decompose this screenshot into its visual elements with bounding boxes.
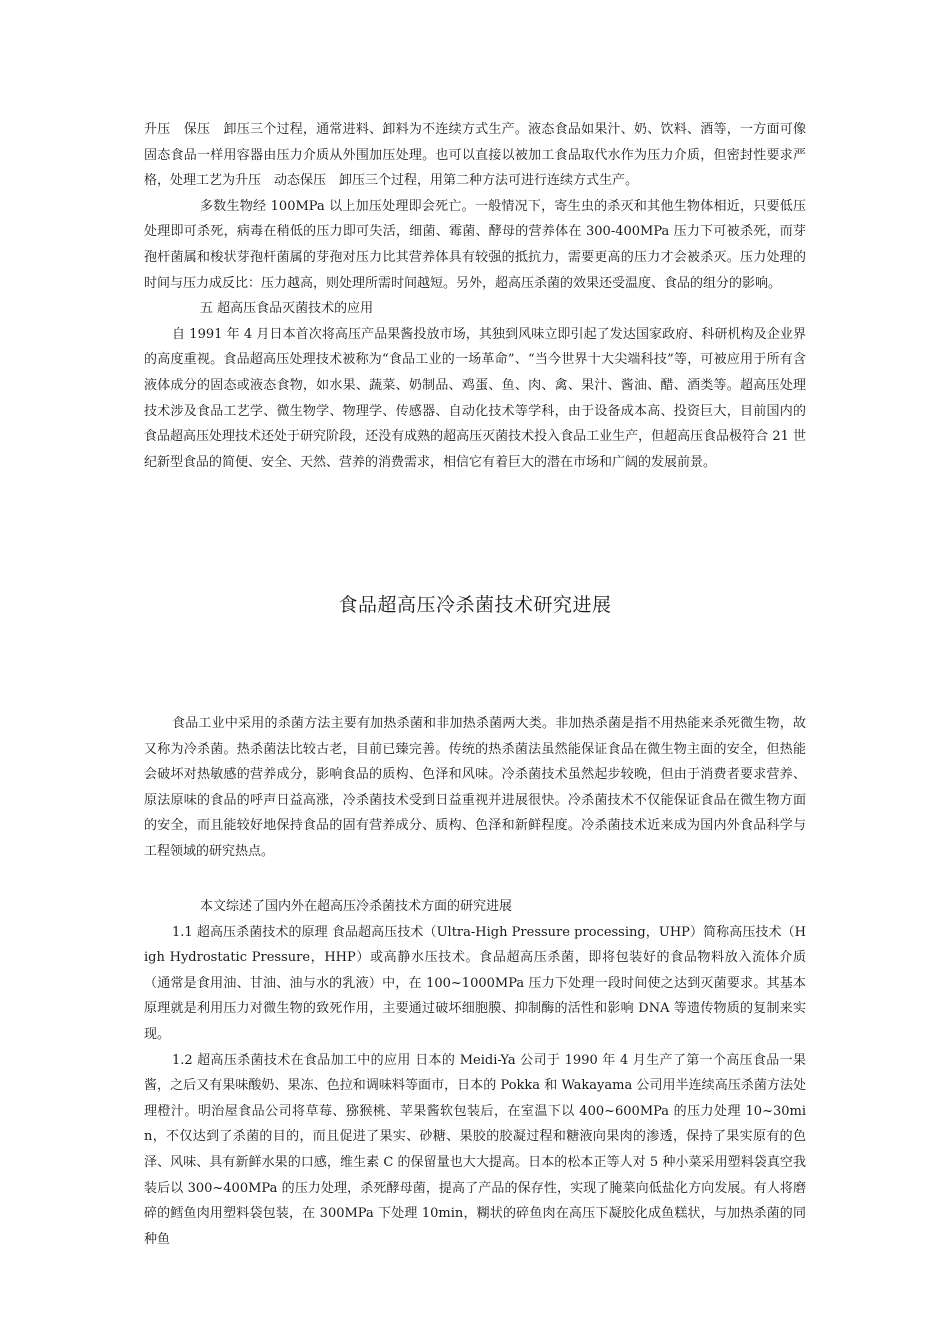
paragraph-food-application: 1.2 超高压杀菌技术在食品加工中的应用 日本的 Meidi-Ya 公司于 1990 年 4 月生产了第一个高压食品一果酱，之后又有果味酸奶、果冻、色拉和调味料等面市，日本的 Pokka 和 Wakayama 公司用半连续高压杀菌方法处理橙汁。明治屋食品公司将草莓、猕猴桃、苹果酱软包装后，在室温下以 400~600MPa 的压力处理 10~30min，不仅达到了杀菌的目的，而且促进了果实、砂糖、果胶的胶凝过程和糖液向果肉的渗透，保持了果实原有的色泽、风味、具有新鲜水果的口感，维生素 C 的保留量也大大提高。日本的松本正等人对 5 种小菜采用塑料袋真空我装后以 300~400MPa 的压力处理，杀死酵母菌，提高了产品的保存性，实现了腌菜向低盐化方向发展。有人将磨碎的鳕鱼肉用塑料袋包装，在 300MPa 下处理 10min，糊状的碎鱼肉在高压下凝胶化成鱼糕状，与加热杀菌的同种鱼 [144, 1052, 806, 1247]
paragraph-application-history: 自 1991 年 4 月日本首次将高压产品果酱投放市场，其独到风味立即引起了发达国家政府、科研机构及企业界的高度重视。食品超高压处理技术被称为“食品工业的一场革命”、“当今世界十大尖端科技”等，可被应用于所有含液体成分的固态或液态食物，如水果、蔬菜、奶制品、鸡蛋、鱼、肉、禽、果汁、酱油、醋、酒类等。超高压处理技术涉及食品工艺学、微生物学、物理学、传感器、自动化技术等学科，由于设备成本高、投资巨大，目前国内的食品超高压处理技术还处于研究阶段，还没有成熟的超高压灭菌技术投入食品工业生产，但超高压食品极符合 21 世纪新型食品的简便、安全、天然、营养的消费需求，相信它有着巨大的潜在市场和广阔的发展前景。 [144, 326, 806, 470]
article-title: 食品超高压冷杀菌技术研究进展 [338, 594, 612, 616]
section-top [144, 117, 806, 475]
article-intro [144, 711, 806, 865]
paragraph-microbe-pressure: 多数生物经 100MPa 以上加压处理即会死亡。一般情况下，寄生虫的杀灭和其他生物体相近，只要低压处理即可杀死，病毒在稍低的压力即可失活，细菌、霉菌、酵母的营养体在 300-400MPa 压力下可被杀死，而芽孢杆菌属和梭状芽孢杆菌属的芽孢对压力比其营养体具有较强的抵抗力，需要更高的压力才会被杀灭。压力处理的时间与压力成反比：压力越高，则处理所需时间越短。另外，超高压杀菌的效果还受温度、食品的组分的影响。 [144, 198, 806, 291]
article-body [144, 894, 806, 1252]
paragraph-summary: 本文综述了国内外在超高压冷杀菌技术方面的研究进展 [200, 899, 513, 914]
paragraph-intro: 食品工业中采用的杀菌方法主要有加热杀菌和非加热杀菌两大类。非加热杀菌是指不用热能来杀死微生物，故又称为冷杀菌。热杀菌法比较古老，目前已臻完善。传统的热杀菌法虽然能保证食品在微生物主面的安全，但热能会破坏对热敏感的营养成分，影响食品的质构、色泽和风味。冷杀菌技术虽然起步较晚，但由于消费者要求营养、原法原味的食品的呼声日益高涨，冷杀菌技术受到日益重视并进展很快。冷杀菌技术不仅能保证食品在微生物方面的安全，而且能较好地保持食品的固有营养成分、质构、色泽和新鲜程度。冷杀菌技术近来成为国内外食品科学与工程领域的研究热点。 [144, 716, 806, 859]
section-heading-application: 五 超高压食品灭菌技术的应用 [200, 301, 374, 317]
paragraph-principle: 1.1 超高压杀菌技术的原理 食品超高压技术（Ultra-High Pressure processing，UHP）简称高压技术（High Hydrostatic Pressure，HHP）或高静水压技术。食品超高压杀菌，即将包装好的食品物料放入流体介质（通常是食用油、甘油、油与水的乳液）中，在 100~1000MPa 压力下处理一段时间使之达到灭菌要求。其基本原理就是利用压力对微生物的致死作用，主要通过破坏细胞膜、抑制酶的活性和影响 DNA 等遗传物质的复制来实现。 [144, 924, 806, 1042]
paragraph-pressure-process: 升压 保压 卸压三个过程，通常进料、卸料为不连续方式生产。液态食品如果汁、奶、饮料、酒等，一方面可像固态食品一样用容器由压力介质从外围加压处理。也可以直接以被加工食品取代水作为压力介质，但密封性要求严格，处理工艺为升压 动态保压 卸压三个过程，用第二种方法可进行连续方式生产。 [144, 122, 806, 189]
